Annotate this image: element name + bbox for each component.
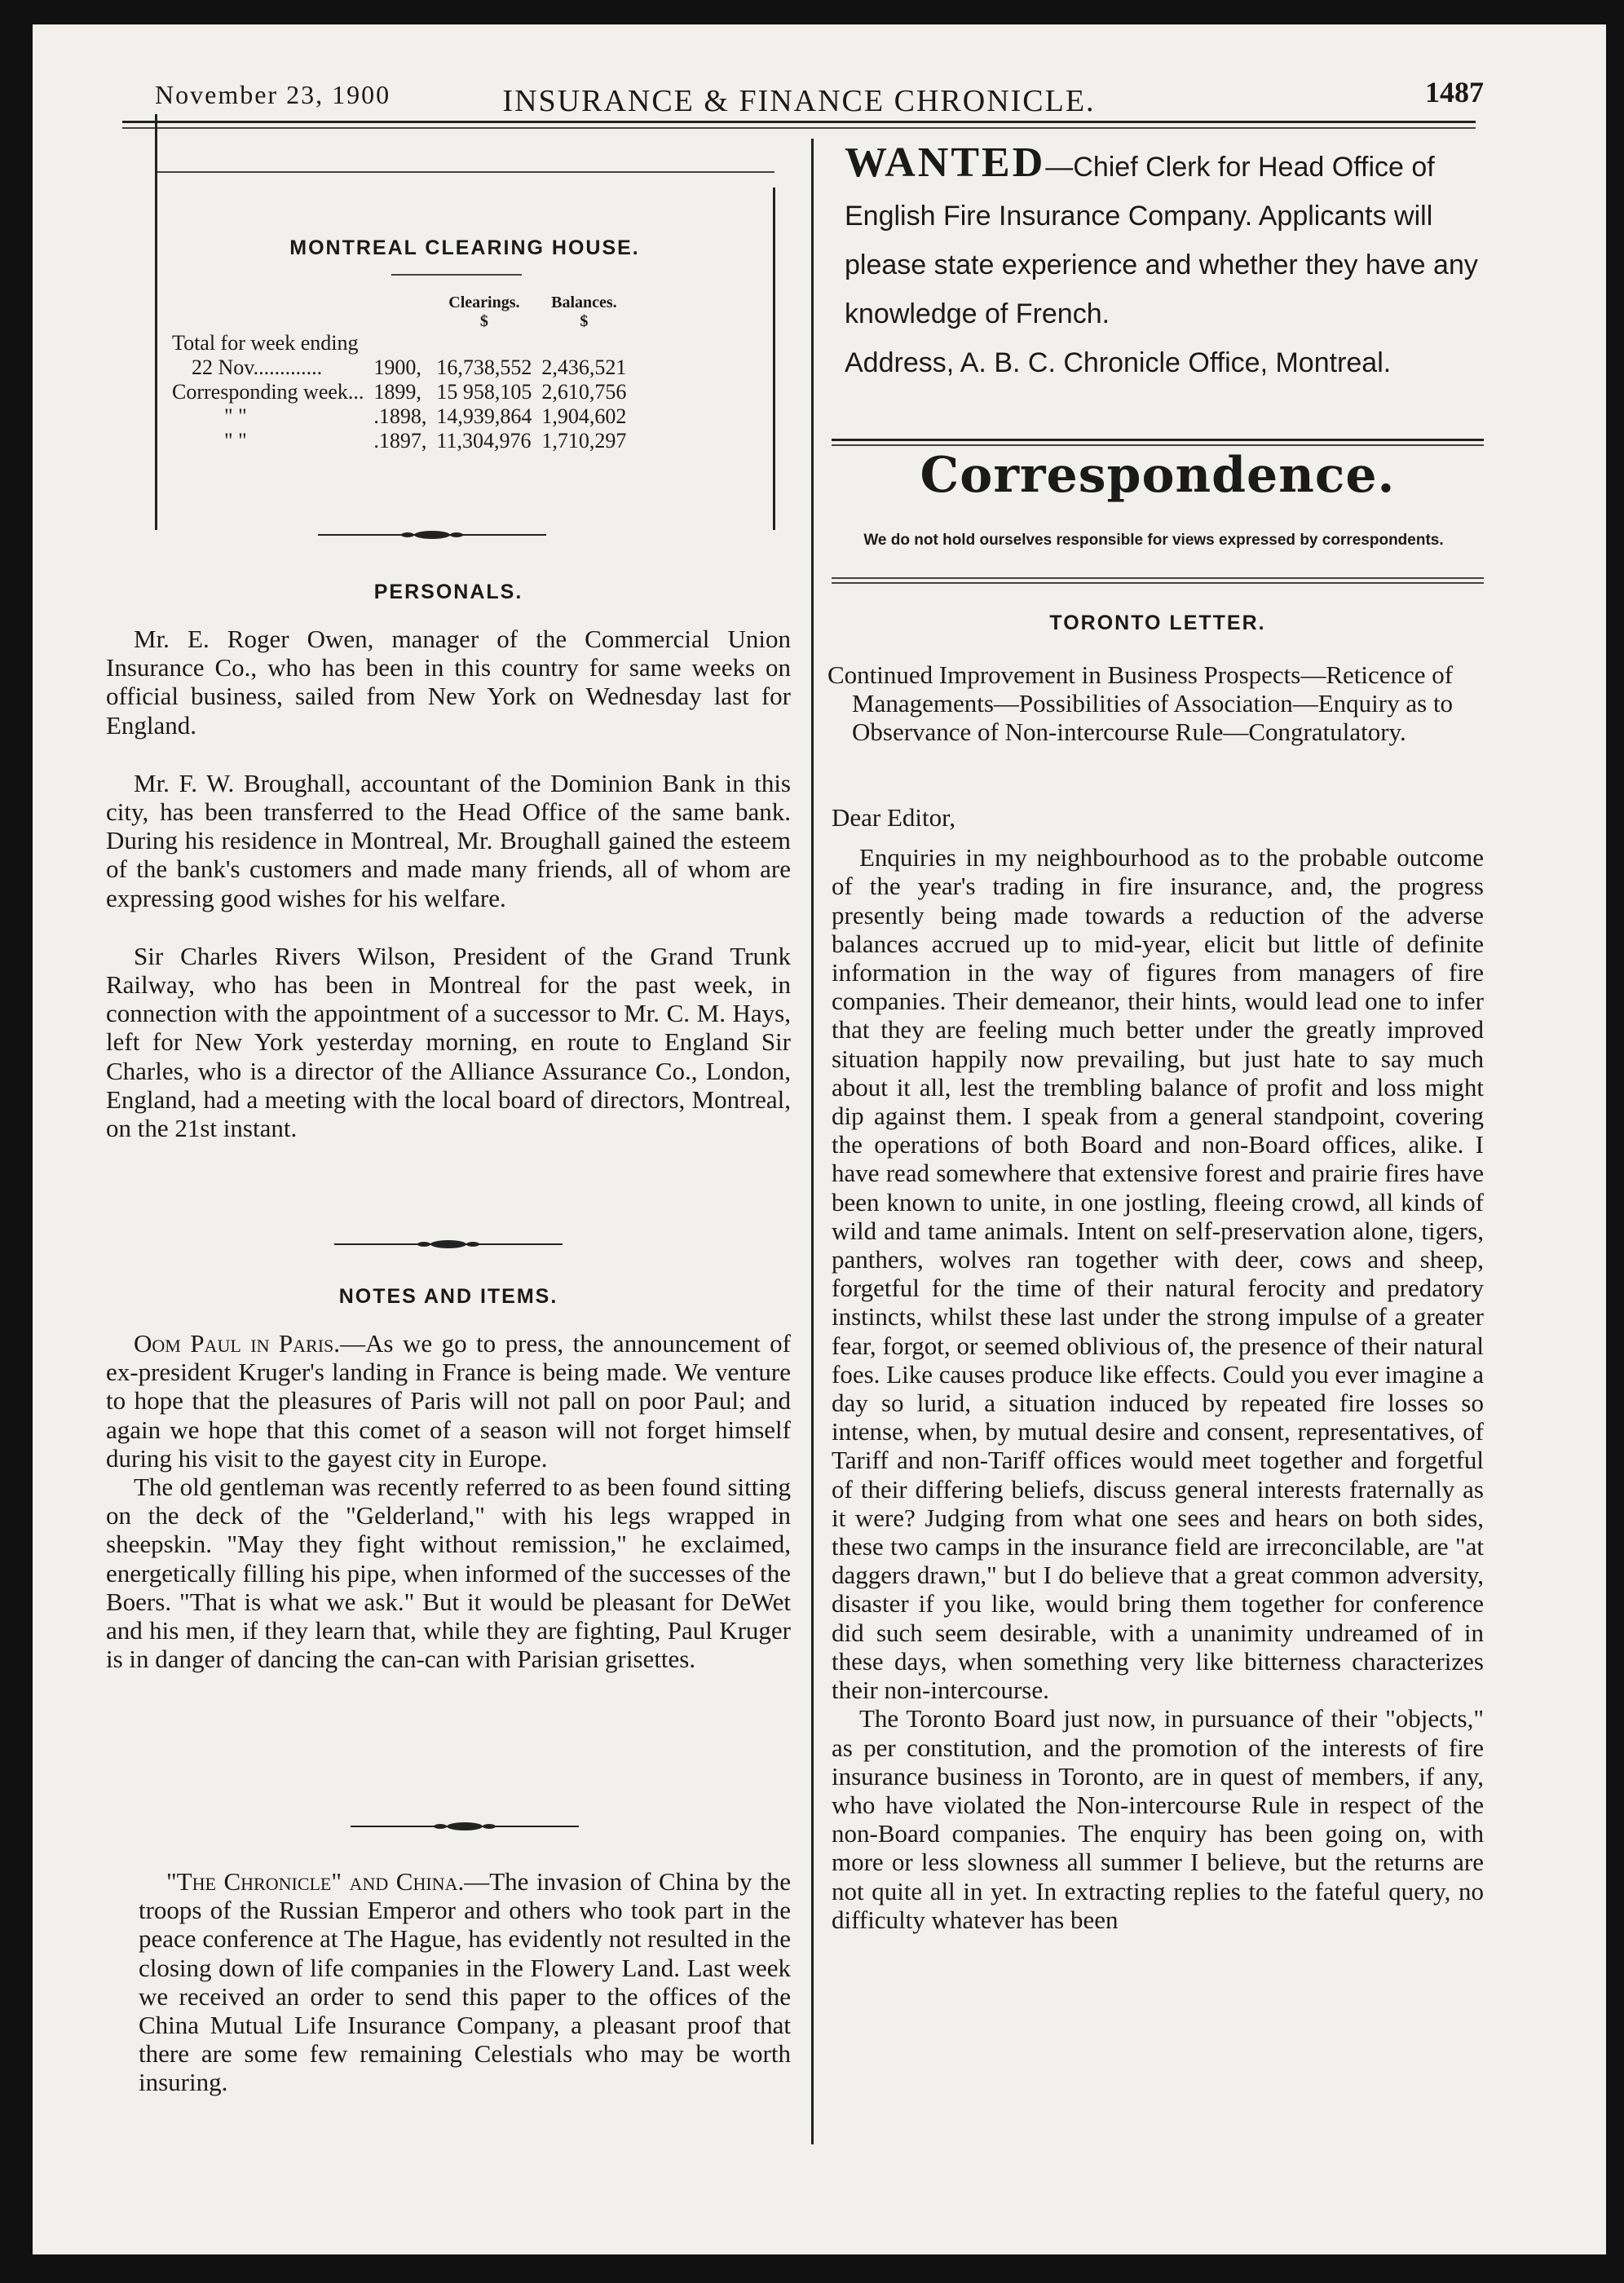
personal-paragraph-3: Sir Charles Rivers Wilson, President of the Grand Trunk Railway, who has been in Montreal for the past week, in connection with the appointment of a successor to Mr. C. M. Hays, left for New York yesterday morning, en route to England Sir Charles, who is a director of the Alliance Assurance Co., London, England, had a meeting with the local board of directors, Montreal, on the 21st instant. (106, 941, 791, 1143)
toronto-paragraph-1: Enquiries in my neighbourhood as to the probable outcome of the year's trading in fire insurance, and, the progress presently being made towards a reduction of the adverse balances accrued up to mid-year, elicit but little of definite information in the way of figures from managers of fire companies. Their demeanor, their hints, would lead one to infer that they are feeling much better under the greatly improved situation happily now prevailing, but just hate to say much about it all, lest the trembling balance of profit and loss might dip against them. I speak from a general standpoint, covering the operations of both Board and non-Board offices, alike. I have read somewhere that extensive forest and prairie fires have been known to unite, in one jostling, fleeing crowd, all kinds of wild and tame animals. Intent on self-preservation alone, tigers, panthers, wolves ran together with deer, cows and sheep, forgetful for the time of their natural ferocity and predatory instincts, whilst these last under the strong impulse of a greater fear, forgot, or seemed oblivious of, the presence of their natural foes. Like causes produce like effects. Could you ever imagine a day so lurid, a situation induced by repeated fire losses so intense, when, by mutual desire and consent, representatives, of Tariff and non-Tariff offices would meet together and forgetful of their differing beliefs, discuss general interests fraternally as it were? Judging from what one sees and hears on both sides, these two camps in the insurance field are irreconcilable, are "at daggers drawn," but I do believe that a great common adversity, disaster if you like, would bring them together for conference did such seem desirable, with a unanimity undreamed of in these days, when something very like bitterness characterizes their non-intercourse. (832, 843, 1484, 1705)
row-year: .1897, (373, 429, 427, 453)
header-rule-thin (122, 127, 1476, 129)
note-item-2-text: —The invasion of China by the troops of the Russian Emperor and others who took part in the peace conference at The Hague, has evidently not resulted in the closing down of life companies in the Flowery Land. Last week we received an order to send this paper to the offices of the China Mutual Life Insurance Company, a pleasant proof that there are some few remaining Celestials who may be worth insuring. (139, 1867, 791, 2097)
row-year: .1898, (373, 404, 427, 428)
row-balances: 1,710,297 (541, 429, 627, 453)
row-balances: 2,436,521 (541, 355, 627, 379)
note-item-1 (106, 1329, 791, 1473)
clearing-box-top (155, 171, 774, 173)
personal-paragraph-2: Mr. F. W. Broughall, accountant of the Dominion Bank in this city, has been transferred to the Head Office of the same bank. During his residence in Montreal, Mr. Broughall gained the esteem of the bank's customers and made many friends, all of whom are expressing good wishes for his welfare. (106, 768, 791, 912)
clearing-title-rule (391, 274, 522, 276)
note-item-1-text: —As we go to press, the announcement of ex-president Kruger's landing in France is being made. We venture to hope that the pleasures of Paris will not pall on poor Paul; and again we hope that this comet of a season will not forget himself during his visit to the gayest city in Europe. (106, 1329, 791, 1473)
publication-title: INSURANCE & FINANCE CHRONICLE. (502, 84, 1096, 118)
notes-title: NOTES AND ITEMS. (338, 1285, 558, 1308)
table-row (167, 429, 631, 453)
col-clearings: Clearings. (448, 294, 520, 311)
unit-balances: $ (580, 312, 589, 330)
row-year: 1900, (373, 355, 421, 379)
chronicle-china-column (139, 1867, 791, 2097)
correspondence-rule-2 (832, 582, 1484, 584)
correspondence-rule (832, 577, 1484, 579)
personals-column (106, 625, 791, 1142)
row-balances (536, 331, 631, 355)
issue-date: November 23, 1900 (155, 80, 391, 109)
row-year: 1899, (373, 380, 421, 404)
row-clearings: 16,738,552 (436, 355, 532, 379)
ornament-divider-2 (334, 1239, 563, 1249)
col-balances: Balances. (551, 294, 617, 311)
column-divider (811, 139, 814, 2144)
personals-title: PERSONALS. (373, 581, 523, 603)
row-label: " " (224, 404, 247, 428)
row-balances: 1,904,602 (541, 404, 627, 428)
advert-rule-thin (832, 444, 1484, 446)
advert-rule (832, 439, 1484, 441)
toronto-salutation: Dear Editor, (832, 803, 955, 832)
wanted-advertisement (845, 139, 1481, 387)
clearing-header-row (167, 294, 631, 312)
toronto-letter-column (832, 803, 1484, 1934)
clearing-house-title: MONTREAL CLEARING HOUSE. (289, 236, 640, 259)
wanted-address: Address, A. B. C. Chronicle Office, Montreal. (845, 347, 1392, 378)
note-item-2 (139, 1867, 791, 2097)
table-row (167, 355, 631, 380)
ornament-divider-3 (351, 1822, 579, 1831)
clearing-house-table (167, 294, 631, 453)
note-item-1-continued: The old gentleman was recently referred to as been found sitting on the deck of the "Gelderland," with his legs wrapped in sheepskin. "May they fight without remission," he exclaimed, energetically filling his pipe, when informed of the successes of the Boers. "That is what we ask." But it would be pleasant for DeWet and his men, if they learn that, while they are fighting, Paul Kruger is in danger of dancing the can-can with Parisian grisettes. (106, 1473, 791, 1674)
toronto-subtitle (827, 660, 1480, 747)
row-label: " " (224, 429, 247, 453)
row-clearings (431, 331, 536, 355)
row-clearings: 14,939,864 (436, 404, 532, 428)
notes-column (106, 1329, 791, 1673)
row-clearings: 11,304,976 (436, 429, 532, 453)
note-item-2-lead: "The Chronicle" and China. (166, 1867, 465, 1896)
newspaper-page (33, 24, 1606, 2254)
wanted-text: —Chief Clerk for Head Office of English Fire Insurance Company. Applicants will please state experience and whether they have any knowledge of French. (845, 152, 1478, 329)
row-year (368, 331, 431, 355)
row-clearings: 15 958,105 (436, 380, 532, 404)
table-row (167, 380, 631, 404)
row-label: 22 Nov............. (192, 355, 323, 379)
correspondence-disclaimer: We do not hold ourselves responsible for views expressed by correspondents. (863, 532, 1444, 549)
page-header (122, 51, 1484, 118)
row-label: Corresponding week... (172, 380, 364, 404)
toronto-letter-title: TORONTO LETTER. (1049, 612, 1266, 634)
correspondence-title: Correspondence. (920, 447, 1396, 504)
table-row (167, 331, 631, 355)
note-item-1-lead: Oom Paul in Paris. (134, 1329, 341, 1358)
page-number: 1487 (1425, 76, 1484, 108)
unit-clearings: $ (479, 312, 488, 330)
row-label: Total for week ending (172, 331, 359, 355)
wanted-heading: WANTED (845, 139, 1046, 186)
toronto-subtitle-text: Continued Improvement in Business Prospects—Reticence of Managements—Possibilities of Association—Enquiry as to Observance of Non-intercourse Rule—Congratulatory. (827, 660, 1454, 747)
clearing-box-left (155, 114, 157, 530)
clearing-unit-row (167, 312, 631, 331)
table-row (167, 404, 631, 429)
header-rule (122, 121, 1476, 123)
ornament-divider-1 (318, 530, 546, 540)
toronto-paragraph-2: The Toronto Board just now, in pursuance of their "objects," as per constitution, and the promotion of the interests of fire insurance business in Toronto, are in quest of members, if any, who have violated the Non-intercourse Rule in respect of the non-Board companies. The enquiry has been going on, with more or less slowness all summer I believe, but the returns are not quite all in yet. In extracting replies to the fateful query, no difficulty whatever has been (832, 1704, 1484, 1934)
personal-paragraph-1: Mr. E. Roger Owen, manager of the Commercial Union Insurance Co., who has been in this country for same weeks on official business, sailed from New York on Wednesday last for England. (106, 625, 791, 740)
row-balances: 2,610,756 (541, 380, 627, 404)
